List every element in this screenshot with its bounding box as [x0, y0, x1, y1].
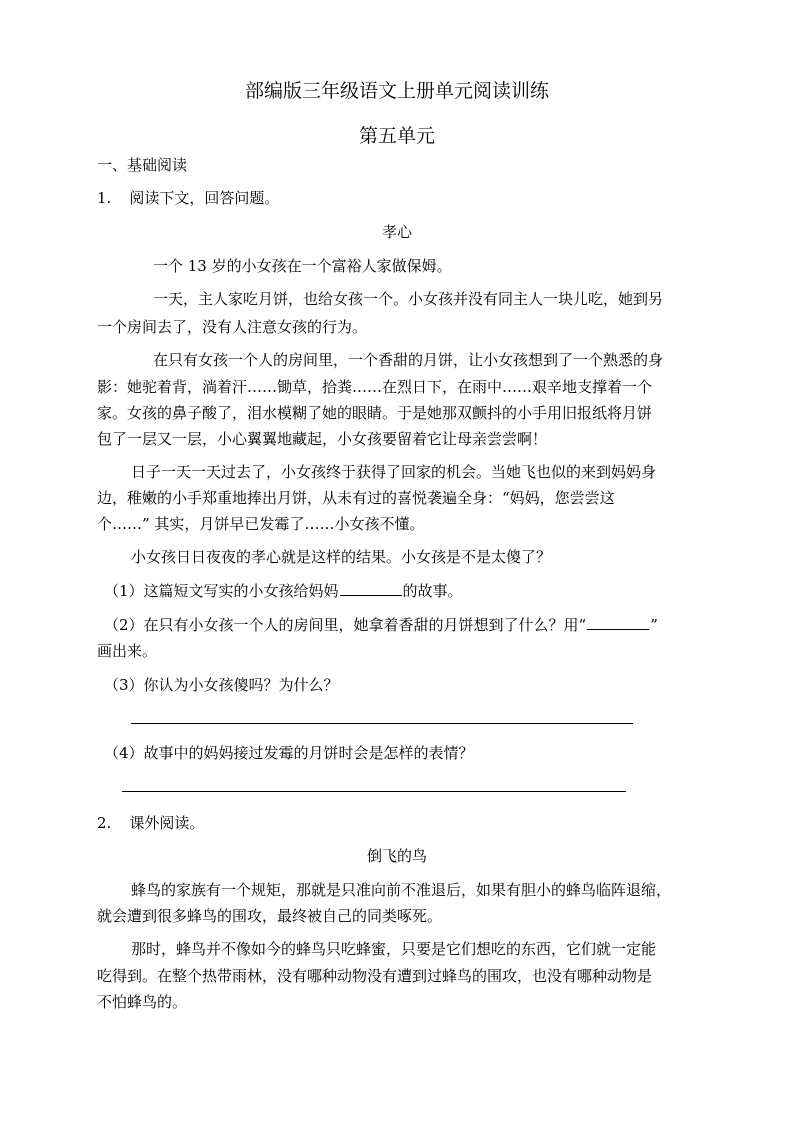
question-instruction: 课外阅读。	[129, 814, 205, 832]
paragraph-line: 那时，蜂鸟并不像如今的蜂鸟只吃蜂蜜，只要是它们想吃的东西，它们就一定能	[131, 940, 657, 958]
paragraph-line: 一个房间去了，没有人注意女孩的行为。	[97, 318, 368, 336]
sub-question-3: （3）你认为小女孩傻吗？为什么？	[104, 676, 339, 694]
unit-title: 第五单元	[358, 125, 435, 147]
paragraph-line: 包了一层又一层，小心翼翼地藏起，小女孩要留着它让母亲尝尝啊！	[97, 430, 548, 448]
question-2-header	[97, 813, 204, 833]
sub-question-4: （4）故事中的妈妈接过发霉的月饼时会是怎样的表情？	[104, 744, 474, 762]
question-instruction: 阅读下文，回答问题。	[129, 189, 280, 207]
fill-in-blank[interactable]	[587, 616, 649, 630]
document-title: 部编版三年级语文上册单元阅读训练	[244, 80, 549, 102]
question-number: 1.	[97, 189, 112, 207]
paragraph-line: 个……” 其实，月饼早已发霉了……小女孩不懂。	[97, 515, 425, 533]
paragraph-line: 不怕蜂鸟的。	[97, 993, 188, 1011]
answer-line[interactable]	[131, 723, 633, 724]
paragraph-line: 在只有女孩一个人的房间里，一个香甜的月饼，让小女孩想到了一个熟悉的身	[153, 351, 664, 369]
fill-in-blank[interactable]	[340, 582, 402, 596]
paragraph-line: 边，稚嫩的小手郑重地捧出月饼，从未有过的喜悦袭遍全身：“妈妈，您尝尝这	[97, 489, 615, 507]
sub-question-2-continued: 画出来。	[97, 642, 158, 660]
passage-title: 倒飞的鸟	[366, 847, 427, 865]
paragraph-line: 就会遭到很多蜂鸟的围攻，最终被自己的同类啄死。	[97, 907, 443, 925]
section-heading: 一、基础阅读	[97, 156, 188, 174]
answer-line[interactable]	[122, 791, 626, 792]
sub-question-2: （2）在只有小女孩一个人的房间里，她拿着香甜的月饼想到了什么？用“ ”	[104, 616, 658, 634]
paragraph-line: 日子一天一天过去了，小女孩终于获得了回家的机会。当她飞也似的来到妈妈身	[131, 463, 657, 481]
paragraph-line: 影：她驼着背，淌着汗……锄草，拾粪……在烈日下，在雨中……艰辛地支撑着一个	[97, 378, 653, 396]
passage-title: 孝心	[381, 223, 412, 241]
paragraph-line: 一个 13 岁的小女孩在一个富裕人家做保姆。	[153, 257, 452, 275]
paragraph-line: 吃得到。在整个热带雨林，没有哪种动物没有遭到过蜂鸟的围攻，也没有哪种动物是	[97, 967, 653, 985]
question-number: 2.	[97, 814, 112, 832]
paragraph-line: 一天，主人家吃月饼，也给女孩一个。小女孩并没有同主人一块儿吃，她到另	[153, 290, 664, 308]
paragraph-line: 家。女孩的鼻子酸了，泪水模糊了她的眼睛。于是她那双颤抖的小手用旧报纸将月饼	[97, 404, 653, 422]
sub-question-1: （1）这篇短文写实的小女孩给妈妈 的故事。	[104, 582, 463, 600]
paragraph-line: 小女孩日日夜夜的孝心就是这样的结果。小女孩是不是太傻了？	[131, 548, 552, 566]
paragraph-line: 蜂鸟的家族有一个规矩，那就是只准向前不准退后，如果有胆小的蜂鸟临阵退缩，	[131, 881, 672, 899]
question-1-header	[97, 188, 279, 208]
